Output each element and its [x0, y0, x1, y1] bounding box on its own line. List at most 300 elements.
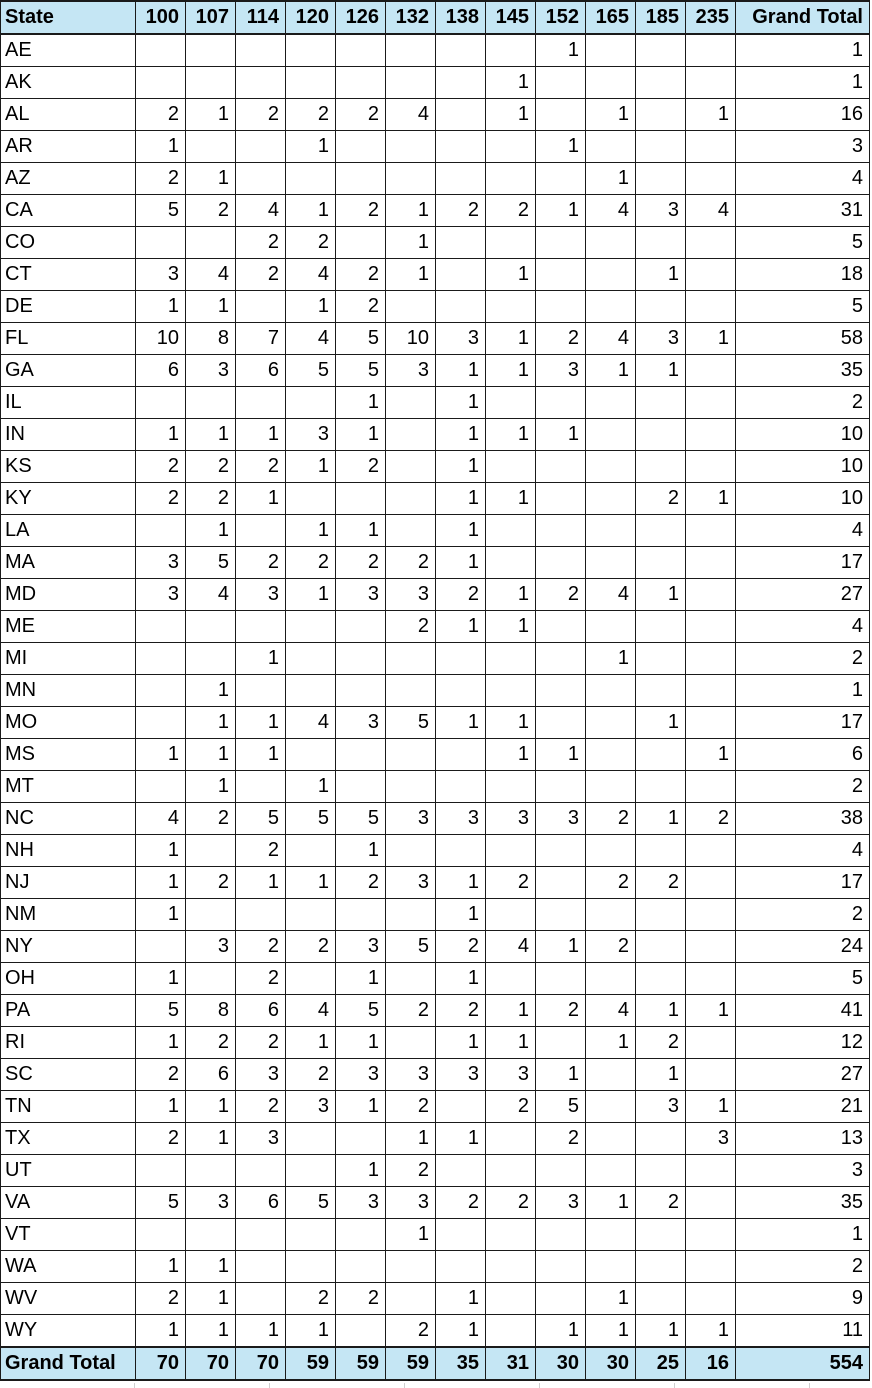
value-cell[interactable]	[286, 739, 336, 771]
value-cell[interactable]: 2	[236, 931, 286, 963]
value-cell[interactable]	[636, 739, 686, 771]
value-cell[interactable]	[536, 163, 586, 195]
value-cell[interactable]: 3	[336, 931, 386, 963]
value-cell[interactable]: 2	[136, 1123, 186, 1155]
value-cell[interactable]: 1	[486, 995, 536, 1027]
value-cell[interactable]: 1	[586, 1027, 636, 1059]
value-cell[interactable]: 1	[636, 355, 686, 387]
value-cell[interactable]	[436, 67, 486, 99]
column-total-cell[interactable]: 30	[536, 1347, 586, 1380]
value-cell[interactable]	[536, 67, 586, 99]
value-cell[interactable]: 1	[636, 707, 686, 739]
value-cell[interactable]: 1	[486, 611, 536, 643]
value-cell[interactable]: 1	[586, 643, 636, 675]
value-cell[interactable]	[536, 771, 586, 803]
value-cell[interactable]: 2	[186, 867, 236, 899]
value-cell[interactable]	[236, 1155, 286, 1187]
value-cell[interactable]	[686, 387, 736, 419]
value-cell[interactable]	[586, 707, 636, 739]
value-cell[interactable]: 1	[236, 707, 286, 739]
value-cell[interactable]	[286, 483, 336, 515]
value-cell[interactable]: 1	[436, 1283, 486, 1315]
value-cell[interactable]	[436, 1251, 486, 1283]
value-cell[interactable]: 3	[336, 1187, 386, 1219]
value-cell[interactable]: 5	[336, 355, 386, 387]
value-cell[interactable]: 1	[286, 195, 336, 227]
value-cell[interactable]	[686, 899, 736, 931]
value-cell[interactable]: 2	[386, 1315, 436, 1348]
value-cell[interactable]: 3	[286, 1091, 336, 1123]
value-cell[interactable]	[686, 259, 736, 291]
value-cell[interactable]: 1	[136, 1315, 186, 1348]
value-cell[interactable]: 3	[386, 579, 436, 611]
value-cell[interactable]	[186, 963, 236, 995]
value-cell[interactable]: 2	[336, 547, 386, 579]
value-cell[interactable]: 1	[186, 99, 236, 131]
value-cell[interactable]: 3	[436, 803, 486, 835]
value-cell[interactable]: 3	[536, 803, 586, 835]
value-cell[interactable]	[136, 515, 186, 547]
value-cell[interactable]	[586, 739, 636, 771]
column-total-cell[interactable]: 25	[636, 1347, 686, 1380]
value-cell[interactable]: 2	[536, 995, 586, 1027]
value-cell[interactable]: 1	[136, 963, 186, 995]
value-cell[interactable]: 2	[236, 259, 286, 291]
value-cell[interactable]	[686, 163, 736, 195]
value-cell[interactable]: 4	[586, 323, 636, 355]
value-cell[interactable]	[586, 1155, 636, 1187]
value-cell[interactable]	[286, 643, 336, 675]
value-cell[interactable]	[436, 643, 486, 675]
header-state[interactable]: State	[1, 1, 136, 34]
value-cell[interactable]	[536, 611, 586, 643]
value-cell[interactable]: 5	[336, 995, 386, 1027]
value-cell[interactable]	[686, 1219, 736, 1251]
value-cell[interactable]	[336, 1123, 386, 1155]
value-cell[interactable]	[686, 835, 736, 867]
value-cell[interactable]	[436, 739, 486, 771]
value-cell[interactable]: 1	[136, 131, 186, 163]
value-cell[interactable]	[286, 1219, 336, 1251]
value-cell[interactable]	[186, 131, 236, 163]
value-cell[interactable]: 1	[186, 1123, 236, 1155]
value-cell[interactable]	[686, 867, 736, 899]
value-cell[interactable]	[486, 34, 536, 67]
value-cell[interactable]: 2	[236, 547, 286, 579]
state-cell[interactable]: IN	[1, 419, 136, 451]
value-cell[interactable]: 4	[186, 579, 236, 611]
value-cell[interactable]: 2	[136, 451, 186, 483]
value-cell[interactable]	[686, 67, 736, 99]
value-cell[interactable]: 2	[236, 835, 286, 867]
value-cell[interactable]	[386, 1283, 436, 1315]
value-cell[interactable]	[586, 611, 636, 643]
value-cell[interactable]	[386, 675, 436, 707]
row-total-cell[interactable]: 24	[736, 931, 870, 963]
value-cell[interactable]: 2	[436, 931, 486, 963]
row-total-cell[interactable]: 11	[736, 1315, 870, 1348]
value-cell[interactable]: 3	[386, 1187, 436, 1219]
state-cell[interactable]: AE	[1, 34, 136, 67]
value-cell[interactable]	[436, 163, 486, 195]
value-cell[interactable]	[386, 387, 436, 419]
value-cell[interactable]	[486, 387, 536, 419]
value-cell[interactable]	[636, 1283, 686, 1315]
value-cell[interactable]	[636, 67, 686, 99]
value-cell[interactable]: 1	[636, 995, 686, 1027]
value-cell[interactable]: 2	[136, 99, 186, 131]
row-total-cell[interactable]: 9	[736, 1283, 870, 1315]
value-cell[interactable]: 5	[336, 803, 386, 835]
value-cell[interactable]: 1	[286, 1315, 336, 1348]
value-cell[interactable]	[586, 899, 636, 931]
value-cell[interactable]	[586, 835, 636, 867]
value-cell[interactable]	[436, 1091, 486, 1123]
value-cell[interactable]: 1	[236, 739, 286, 771]
value-cell[interactable]	[586, 67, 636, 99]
value-cell[interactable]	[636, 931, 686, 963]
value-cell[interactable]: 1	[436, 355, 486, 387]
value-cell[interactable]: 10	[136, 323, 186, 355]
value-cell[interactable]: 1	[586, 163, 636, 195]
value-cell[interactable]	[136, 1219, 186, 1251]
row-total-cell[interactable]: 31	[736, 195, 870, 227]
value-cell[interactable]: 1	[336, 1091, 386, 1123]
value-cell[interactable]	[336, 1251, 386, 1283]
value-cell[interactable]	[386, 131, 436, 163]
state-cell[interactable]: MN	[1, 675, 136, 707]
value-cell[interactable]	[486, 1155, 536, 1187]
value-cell[interactable]	[336, 34, 386, 67]
value-cell[interactable]	[286, 675, 336, 707]
value-cell[interactable]	[386, 771, 436, 803]
value-cell[interactable]: 2	[436, 995, 486, 1027]
value-cell[interactable]: 2	[586, 867, 636, 899]
value-cell[interactable]	[386, 451, 436, 483]
value-cell[interactable]: 5	[136, 1187, 186, 1219]
value-cell[interactable]: 1	[286, 451, 336, 483]
value-cell[interactable]: 3	[686, 1123, 736, 1155]
state-cell[interactable]: MT	[1, 771, 136, 803]
row-total-cell[interactable]: 17	[736, 707, 870, 739]
value-cell[interactable]	[336, 1219, 386, 1251]
value-cell[interactable]	[486, 1283, 536, 1315]
value-cell[interactable]	[286, 1155, 336, 1187]
header-grand-total[interactable]: Grand Total	[736, 1, 870, 34]
value-cell[interactable]: 4	[186, 259, 236, 291]
row-total-cell[interactable]: 41	[736, 995, 870, 1027]
row-total-cell[interactable]: 5	[736, 963, 870, 995]
state-cell[interactable]: CT	[1, 259, 136, 291]
value-cell[interactable]: 2	[286, 1059, 336, 1091]
header-column[interactable]: 165	[586, 1, 636, 34]
state-cell[interactable]: NH	[1, 835, 136, 867]
value-cell[interactable]: 1	[336, 1027, 386, 1059]
value-cell[interactable]	[286, 387, 336, 419]
value-cell[interactable]: 1	[486, 259, 536, 291]
value-cell[interactable]	[236, 675, 286, 707]
value-cell[interactable]	[136, 34, 186, 67]
value-cell[interactable]: 2	[536, 579, 586, 611]
value-cell[interactable]	[486, 291, 536, 323]
value-cell[interactable]	[636, 34, 686, 67]
value-cell[interactable]: 1	[486, 707, 536, 739]
state-cell[interactable]: WA	[1, 1251, 136, 1283]
value-cell[interactable]	[486, 515, 536, 547]
value-cell[interactable]: 2	[686, 803, 736, 835]
value-cell[interactable]	[386, 739, 436, 771]
value-cell[interactable]	[486, 963, 536, 995]
value-cell[interactable]	[236, 1283, 286, 1315]
value-cell[interactable]	[686, 1155, 736, 1187]
value-cell[interactable]: 2	[286, 931, 336, 963]
value-cell[interactable]	[686, 1059, 736, 1091]
value-cell[interactable]	[186, 835, 236, 867]
value-cell[interactable]: 5	[386, 707, 436, 739]
value-cell[interactable]: 2	[236, 227, 286, 259]
value-cell[interactable]	[486, 1219, 536, 1251]
row-total-cell[interactable]: 12	[736, 1027, 870, 1059]
column-total-cell[interactable]: 70	[136, 1347, 186, 1380]
row-total-cell[interactable]: 4	[736, 515, 870, 547]
value-cell[interactable]: 2	[336, 451, 386, 483]
value-cell[interactable]: 1	[236, 419, 286, 451]
value-cell[interactable]: 4	[286, 259, 336, 291]
value-cell[interactable]: 2	[536, 323, 586, 355]
header-column[interactable]: 138	[436, 1, 486, 34]
value-cell[interactable]: 7	[236, 323, 286, 355]
value-cell[interactable]: 4	[286, 323, 336, 355]
value-cell[interactable]	[286, 611, 336, 643]
value-cell[interactable]: 1	[436, 611, 486, 643]
value-cell[interactable]: 1	[286, 579, 336, 611]
value-cell[interactable]	[386, 419, 436, 451]
value-cell[interactable]: 2	[486, 1187, 536, 1219]
value-cell[interactable]: 2	[286, 1283, 336, 1315]
value-cell[interactable]: 1	[536, 419, 586, 451]
value-cell[interactable]	[336, 643, 386, 675]
value-cell[interactable]: 2	[286, 227, 336, 259]
value-cell[interactable]: 2	[386, 611, 436, 643]
value-cell[interactable]	[436, 99, 486, 131]
value-cell[interactable]	[286, 1123, 336, 1155]
value-cell[interactable]	[286, 835, 336, 867]
value-cell[interactable]: 1	[636, 579, 686, 611]
column-total-cell[interactable]: 59	[336, 1347, 386, 1380]
grand-total-value[interactable]: 554	[736, 1347, 870, 1380]
value-cell[interactable]: 1	[186, 515, 236, 547]
value-cell[interactable]: 2	[286, 547, 336, 579]
row-total-cell[interactable]: 18	[736, 259, 870, 291]
value-cell[interactable]	[286, 1251, 336, 1283]
value-cell[interactable]: 4	[386, 99, 436, 131]
row-total-cell[interactable]: 2	[736, 771, 870, 803]
value-cell[interactable]: 2	[386, 1091, 436, 1123]
value-cell[interactable]: 1	[386, 227, 436, 259]
state-cell[interactable]: NY	[1, 931, 136, 963]
value-cell[interactable]	[636, 643, 686, 675]
value-cell[interactable]	[586, 34, 636, 67]
value-cell[interactable]	[536, 451, 586, 483]
row-total-cell[interactable]: 10	[736, 419, 870, 451]
value-cell[interactable]: 1	[636, 1059, 686, 1091]
value-cell[interactable]	[136, 675, 186, 707]
state-cell[interactable]: SC	[1, 1059, 136, 1091]
value-cell[interactable]: 1	[536, 131, 586, 163]
value-cell[interactable]: 1	[486, 99, 536, 131]
value-cell[interactable]: 2	[386, 1155, 436, 1187]
value-cell[interactable]: 1	[386, 1123, 436, 1155]
value-cell[interactable]: 1	[136, 1027, 186, 1059]
value-cell[interactable]	[686, 931, 736, 963]
value-cell[interactable]	[486, 835, 536, 867]
value-cell[interactable]	[686, 611, 736, 643]
value-cell[interactable]: 4	[486, 931, 536, 963]
value-cell[interactable]: 1	[236, 1315, 286, 1348]
value-cell[interactable]: 2	[536, 1123, 586, 1155]
state-cell[interactable]: NM	[1, 899, 136, 931]
value-cell[interactable]	[136, 387, 186, 419]
value-cell[interactable]: 1	[636, 803, 686, 835]
value-cell[interactable]: 4	[686, 195, 736, 227]
value-cell[interactable]	[436, 34, 486, 67]
value-cell[interactable]: 3	[536, 1187, 586, 1219]
value-cell[interactable]: 2	[286, 99, 336, 131]
state-cell[interactable]: OH	[1, 963, 136, 995]
value-cell[interactable]	[486, 227, 536, 259]
value-cell[interactable]	[286, 163, 336, 195]
state-cell[interactable]: AR	[1, 131, 136, 163]
value-cell[interactable]	[436, 771, 486, 803]
value-cell[interactable]	[186, 34, 236, 67]
value-cell[interactable]: 3	[186, 1187, 236, 1219]
value-cell[interactable]	[186, 67, 236, 99]
value-cell[interactable]: 2	[186, 451, 236, 483]
row-total-cell[interactable]: 13	[736, 1123, 870, 1155]
row-total-cell[interactable]: 1	[736, 1219, 870, 1251]
value-cell[interactable]	[586, 387, 636, 419]
row-total-cell[interactable]: 4	[736, 163, 870, 195]
value-cell[interactable]	[386, 515, 436, 547]
value-cell[interactable]	[386, 291, 436, 323]
value-cell[interactable]	[436, 291, 486, 323]
value-cell[interactable]	[386, 1027, 436, 1059]
value-cell[interactable]: 3	[336, 707, 386, 739]
value-cell[interactable]: 6	[186, 1059, 236, 1091]
value-cell[interactable]: 1	[486, 419, 536, 451]
value-cell[interactable]: 1	[286, 1027, 336, 1059]
value-cell[interactable]	[486, 451, 536, 483]
value-cell[interactable]	[536, 387, 586, 419]
value-cell[interactable]: 3	[386, 355, 436, 387]
value-cell[interactable]: 1	[336, 963, 386, 995]
value-cell[interactable]: 1	[536, 34, 586, 67]
value-cell[interactable]	[386, 483, 436, 515]
value-cell[interactable]	[336, 771, 386, 803]
value-cell[interactable]: 1	[436, 419, 486, 451]
value-cell[interactable]: 2	[486, 195, 536, 227]
value-cell[interactable]: 10	[386, 323, 436, 355]
value-cell[interactable]	[636, 611, 686, 643]
value-cell[interactable]	[286, 34, 336, 67]
value-cell[interactable]: 1	[536, 739, 586, 771]
value-cell[interactable]	[586, 771, 636, 803]
value-cell[interactable]	[436, 1155, 486, 1187]
value-cell[interactable]: 3	[436, 1059, 486, 1091]
value-cell[interactable]	[486, 771, 536, 803]
value-cell[interactable]	[286, 899, 336, 931]
value-cell[interactable]: 1	[136, 899, 186, 931]
value-cell[interactable]: 1	[186, 1283, 236, 1315]
value-cell[interactable]: 3	[636, 323, 686, 355]
value-cell[interactable]: 5	[336, 323, 386, 355]
value-cell[interactable]	[586, 675, 636, 707]
value-cell[interactable]	[636, 99, 686, 131]
value-cell[interactable]	[586, 483, 636, 515]
value-cell[interactable]	[636, 227, 686, 259]
state-cell[interactable]: TX	[1, 1123, 136, 1155]
value-cell[interactable]	[386, 163, 436, 195]
value-cell[interactable]	[686, 227, 736, 259]
value-cell[interactable]	[636, 1155, 686, 1187]
value-cell[interactable]: 2	[486, 867, 536, 899]
value-cell[interactable]: 1	[236, 867, 286, 899]
state-cell[interactable]: MA	[1, 547, 136, 579]
value-cell[interactable]	[436, 675, 486, 707]
value-cell[interactable]: 3	[236, 1123, 286, 1155]
value-cell[interactable]: 4	[286, 995, 336, 1027]
value-cell[interactable]: 1	[536, 931, 586, 963]
value-cell[interactable]: 2	[336, 99, 386, 131]
value-cell[interactable]	[186, 1155, 236, 1187]
value-cell[interactable]	[386, 34, 436, 67]
row-total-cell[interactable]: 4	[736, 611, 870, 643]
value-cell[interactable]	[336, 483, 386, 515]
value-cell[interactable]	[436, 131, 486, 163]
row-total-cell[interactable]: 3	[736, 1155, 870, 1187]
value-cell[interactable]	[636, 1123, 686, 1155]
value-cell[interactable]: 1	[436, 515, 486, 547]
value-cell[interactable]	[636, 1251, 686, 1283]
value-cell[interactable]	[586, 419, 636, 451]
row-total-cell[interactable]: 10	[736, 483, 870, 515]
value-cell[interactable]	[336, 67, 386, 99]
value-cell[interactable]	[536, 675, 586, 707]
value-cell[interactable]	[386, 643, 436, 675]
value-cell[interactable]: 1	[336, 515, 386, 547]
value-cell[interactable]	[136, 227, 186, 259]
value-cell[interactable]: 1	[286, 771, 336, 803]
value-cell[interactable]: 3	[386, 1059, 436, 1091]
value-cell[interactable]: 1	[136, 419, 186, 451]
value-cell[interactable]	[636, 131, 686, 163]
state-cell[interactable]: MO	[1, 707, 136, 739]
value-cell[interactable]: 3	[186, 931, 236, 963]
value-cell[interactable]: 3	[336, 1059, 386, 1091]
value-cell[interactable]: 3	[636, 195, 686, 227]
value-cell[interactable]: 1	[386, 1219, 436, 1251]
value-cell[interactable]: 2	[486, 1091, 536, 1123]
value-cell[interactable]	[386, 1251, 436, 1283]
value-cell[interactable]	[336, 611, 386, 643]
value-cell[interactable]	[236, 67, 286, 99]
value-cell[interactable]: 3	[136, 259, 186, 291]
value-cell[interactable]: 1	[486, 67, 536, 99]
value-cell[interactable]	[686, 34, 736, 67]
value-cell[interactable]	[536, 707, 586, 739]
value-cell[interactable]	[636, 419, 686, 451]
state-cell[interactable]: CO	[1, 227, 136, 259]
